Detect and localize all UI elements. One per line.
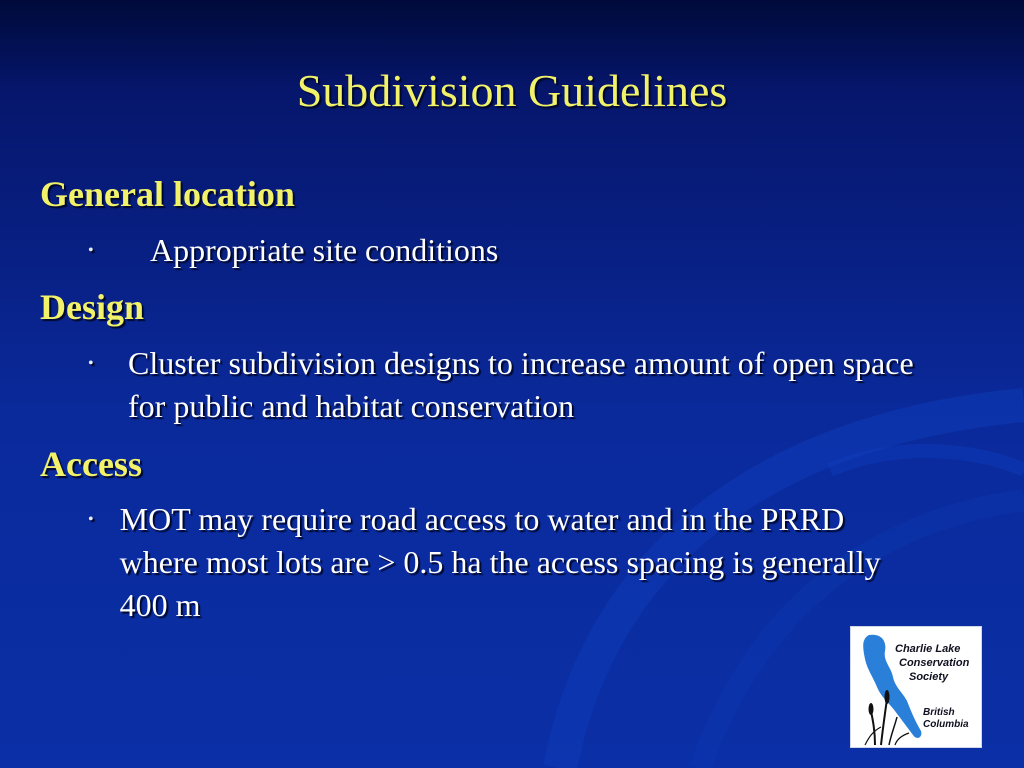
logo-text-line: British — [923, 707, 955, 718]
bullet-text: Appropriate site conditions — [150, 232, 499, 268]
bullet-item — [88, 342, 928, 428]
bullet-item — [88, 229, 928, 273]
logo-text-line: Society — [909, 671, 949, 683]
heading-access: Access — [40, 444, 142, 484]
logo-text-line: Charlie Lake — [895, 643, 961, 655]
heading-design: Design — [40, 287, 145, 327]
logo-text-line: Conservation — [899, 657, 970, 669]
bullet-icon: • — [88, 355, 94, 372]
slide-title: Subdivision Guidelines — [296, 65, 728, 116]
bullet-icon: • — [88, 242, 94, 259]
bullet-text: MOT may require road access to water and in the PRRD where most lots are > 0.5 ha the access spacing is generally 400 m — [119, 501, 881, 623]
society-logo — [850, 626, 982, 748]
bullet-icon: • — [88, 511, 94, 528]
bullet-item — [88, 498, 928, 627]
bullet-text: Cluster subdivision designs to increase amount of open space for public and habitat conservation — [128, 345, 914, 424]
logo-text-line: Columbia — [923, 719, 969, 730]
heading-general-location: General location — [40, 174, 295, 214]
